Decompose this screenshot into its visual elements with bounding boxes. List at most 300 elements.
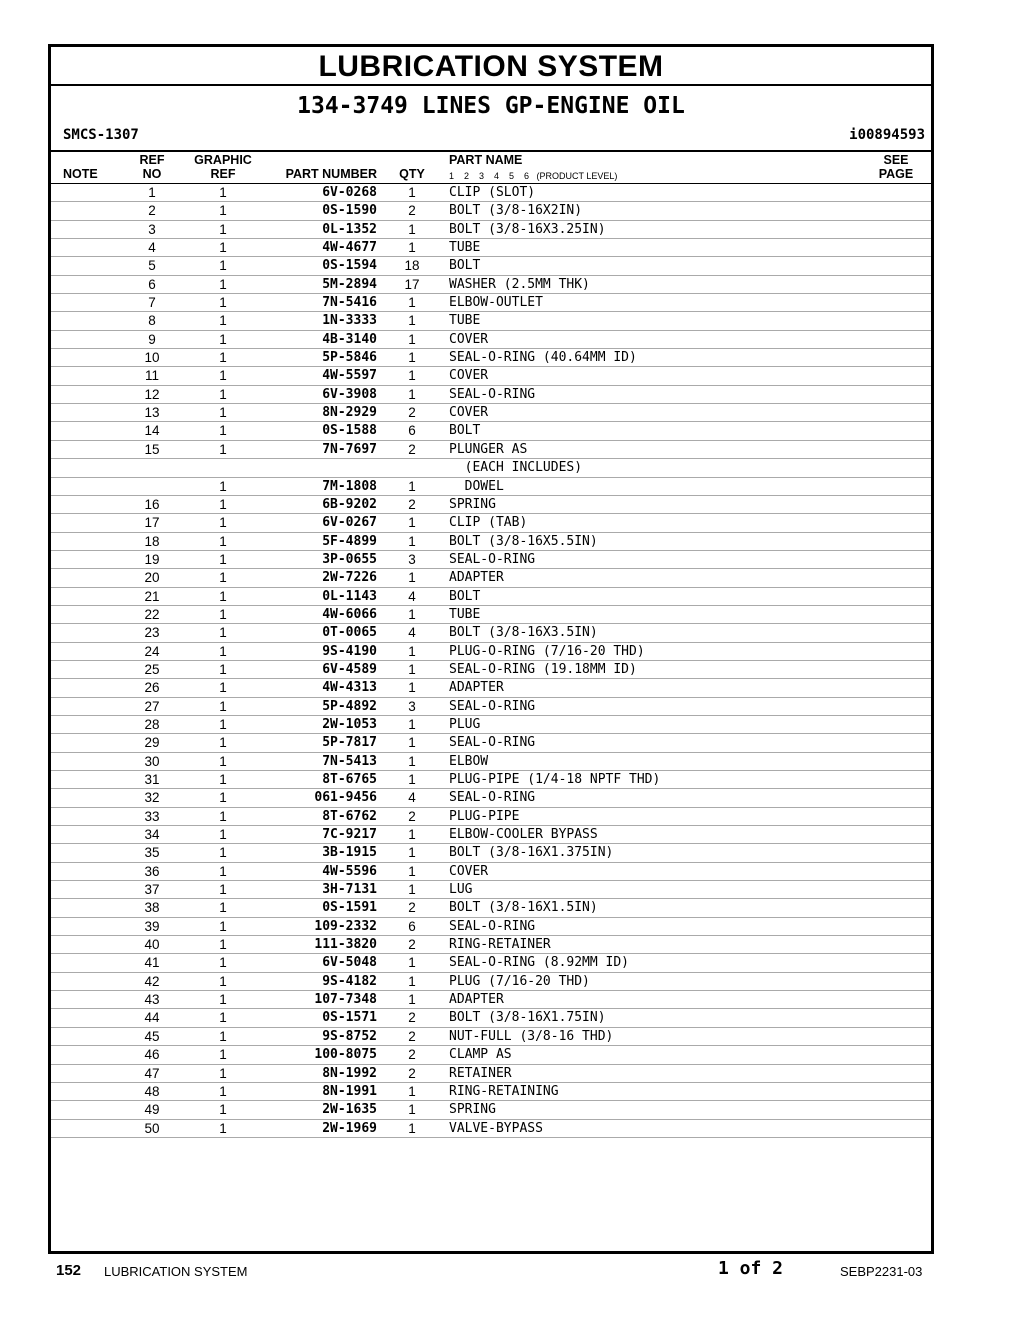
graphic-ref-cell: 1 [219, 203, 227, 219]
ref-no-cell: 36 [144, 863, 160, 879]
ref-no-cell: 20 [144, 570, 160, 586]
quantity-cell: 2 [408, 937, 416, 953]
graphic-ref-cell: 1 [219, 937, 227, 953]
part-number-cell: 5P-5846 [322, 350, 377, 366]
part-number-cell: 4W-4677 [322, 240, 377, 256]
quantity-cell: 1 [408, 661, 416, 677]
graphic-ref-cell: 1 [219, 698, 227, 714]
table-row [51, 1101, 931, 1119]
quantity-cell: 2 [408, 405, 416, 421]
quantity-cell: 4 [408, 790, 416, 806]
table-row [51, 771, 931, 789]
part-number-cell: 3H-7131 [322, 882, 377, 898]
quantity-cell: 18 [404, 258, 420, 274]
illustration-id: i00894593 [849, 127, 925, 143]
part-number-cell: 0S-1591 [322, 900, 377, 916]
graphic-ref-cell: 1 [219, 1047, 227, 1063]
quantity-cell: 1 [408, 772, 416, 787]
ref-no-cell: 15 [144, 441, 160, 457]
ref-no-cell: 42 [144, 973, 160, 989]
quantity-cell: 2 [408, 203, 416, 219]
graphic-ref-cell: 1 [219, 827, 227, 843]
table-row [51, 294, 931, 312]
col-header-qty: QTY [399, 167, 425, 181]
ref-no-cell: 26 [144, 680, 160, 696]
quantity-cell: 1 [408, 680, 416, 696]
part-name-cell: PLUG-PIPE (1/4-18 NPTF THD) [449, 772, 661, 787]
part-name-cell: BOLT [449, 588, 481, 604]
ref-no-cell: 17 [144, 515, 160, 531]
part-number-cell: 3B-1915 [322, 845, 377, 861]
ref-no-cell: 22 [144, 606, 160, 622]
graphic-ref-cell: 1 [219, 863, 227, 879]
table-row [51, 1083, 931, 1101]
ref-no-cell: 25 [144, 661, 160, 677]
quantity-cell: 1 [408, 331, 416, 347]
part-number-cell: 4W-4313 [322, 680, 377, 696]
table-row [51, 734, 931, 752]
part-number-cell: 6V-3908 [322, 386, 377, 402]
table-row [51, 221, 931, 239]
part-number-cell: 111-3820 [314, 937, 377, 953]
graphic-ref-cell: 1 [219, 992, 227, 1008]
ref-no-cell: 37 [144, 882, 160, 898]
table-row [51, 276, 931, 294]
part-name-cell: COVER [449, 368, 489, 384]
graphic-ref-cell: 1 [219, 533, 227, 549]
graphic-ref-cell: 1 [219, 1120, 227, 1136]
page-number: 152 [56, 1262, 82, 1279]
quantity-cell: 1 [408, 185, 416, 200]
part-name-cell: SPRING [449, 1102, 496, 1118]
quantity-cell: 1 [408, 863, 416, 879]
part-number-cell: 4W-5597 [322, 368, 377, 384]
graphic-ref-cell: 1 [219, 643, 227, 659]
quantity-cell: 1 [408, 606, 416, 622]
ref-no-cell: 11 [144, 368, 159, 384]
part-name-cell: BOLT [449, 423, 481, 439]
graphic-ref-cell: 1 [219, 221, 227, 237]
graphic-ref-cell: 1 [219, 478, 227, 494]
ref-no-cell: 33 [144, 808, 160, 824]
ref-no-cell: 24 [144, 643, 160, 659]
table-row [51, 826, 931, 844]
part-name-cell: WASHER (2.5MM THK) [449, 276, 590, 292]
part-name-cell: ELBOW-COOLER BYPASS [449, 827, 598, 843]
quantity-cell: 1 [408, 350, 416, 366]
quantity-cell: 1 [408, 368, 416, 384]
table-row [51, 679, 931, 697]
part-name-cell: RING-RETAINING [449, 1083, 559, 1099]
ref-no-cell: 34 [144, 827, 160, 843]
graphic-ref-cell: 1 [219, 661, 227, 677]
graphic-ref-cell: 1 [219, 625, 227, 641]
quantity-cell: 1 [408, 533, 416, 549]
table-row [51, 1120, 931, 1138]
graphic-ref-cell: 1 [219, 680, 227, 696]
part-number-cell: 5P-7817 [322, 735, 377, 751]
quantity-cell: 2 [408, 441, 416, 457]
part-number-cell: 6V-0268 [322, 185, 377, 200]
table-row [51, 367, 931, 385]
part-number-cell: 8T-6765 [322, 772, 377, 787]
part-number-cell: 4W-5596 [322, 863, 377, 879]
part-name-cell: TUBE [449, 606, 481, 622]
table-row [51, 698, 931, 716]
graphic-ref-cell: 1 [219, 790, 227, 806]
part-name-cell: SEAL-O-RING [449, 790, 536, 806]
part-name-cell: SEAL-O-RING (19.18MM ID) [449, 661, 637, 677]
ref-no-cell: 4 [148, 240, 156, 256]
part-name-cell: BOLT (3/8-16X1.75IN) [449, 1010, 606, 1026]
parts-list-frame [48, 44, 934, 1254]
part-name-cell: BOLT [449, 258, 481, 274]
table-row [51, 899, 931, 917]
quantity-cell: 1 [408, 827, 416, 843]
table-row [51, 716, 931, 734]
col-header-part-name: PART NAME [449, 153, 523, 167]
quantity-cell: 1 [408, 716, 416, 732]
table-row [51, 1009, 931, 1027]
graphic-ref-cell: 1 [219, 496, 227, 512]
ref-no-cell: 30 [144, 753, 160, 769]
part-number-cell: 5M-2894 [322, 276, 377, 292]
quantity-cell: 2 [408, 1065, 416, 1081]
graphic-ref-cell: 1 [219, 735, 227, 751]
graphic-ref-cell: 1 [219, 570, 227, 586]
part-number-cell: 0S-1571 [322, 1010, 377, 1026]
title-divider [51, 84, 931, 86]
part-number-cell: 7C-9217 [322, 827, 377, 843]
part-number-cell: 1N-3333 [322, 313, 377, 329]
graphic-ref-cell: 1 [219, 441, 227, 457]
header-divider [51, 150, 931, 152]
ref-no-cell: 3 [148, 221, 156, 237]
quantity-cell: 1 [408, 295, 416, 311]
part-number-cell: 7N-5416 [322, 295, 377, 311]
part-name-cell: DOWEL [449, 478, 504, 494]
table-row [51, 973, 931, 991]
quantity-cell: 1 [408, 753, 416, 769]
part-name-cell: PLUG [449, 716, 481, 732]
part-number-cell: 9S-4182 [322, 973, 377, 989]
quantity-cell: 1 [408, 735, 416, 751]
ref-no-cell: 27 [144, 698, 160, 714]
ref-no-cell: 12 [144, 386, 160, 402]
part-name-cell: ELBOW-OUTLET [449, 295, 543, 311]
table-row [51, 661, 931, 679]
part-name-cell: SPRING [449, 496, 496, 512]
group-subtitle: 134-3749 LINES GP-ENGINE OIL [297, 93, 685, 119]
graphic-ref-cell: 1 [219, 973, 227, 989]
part-number-cell: 4B-3140 [322, 331, 377, 347]
table-row [51, 257, 931, 275]
part-number-cell: 100-8075 [314, 1047, 377, 1063]
table-row [51, 1028, 931, 1046]
table-row [51, 349, 931, 367]
part-number-cell: 6V-4589 [322, 661, 377, 677]
ref-no-cell: 16 [144, 496, 160, 512]
graphic-ref-cell: 1 [219, 1010, 227, 1026]
quantity-cell: 1 [408, 955, 416, 971]
quantity-cell: 3 [408, 551, 416, 567]
col-header-graphic-bottom: REF [210, 167, 236, 181]
part-name-cell: PLUG-PIPE [449, 808, 520, 824]
table-row [51, 441, 931, 459]
graphic-ref-cell: 1 [219, 716, 227, 732]
part-name-cell: SEAL-O-RING [449, 918, 536, 934]
graphic-ref-cell: 1 [219, 606, 227, 622]
part-number-cell: 8N-1992 [322, 1065, 377, 1081]
col-header-see-top: SEE [883, 153, 909, 167]
part-name-cell: VALVE-BYPASS [449, 1120, 543, 1136]
ref-no-cell: 18 [144, 533, 160, 549]
graphic-ref-cell: 1 [219, 772, 227, 787]
table-row [51, 1065, 931, 1083]
part-number-cell: 109-2332 [314, 918, 377, 934]
table-row [51, 386, 931, 404]
part-number-cell: 0T-0065 [322, 625, 377, 641]
graphic-ref-cell: 1 [219, 313, 227, 329]
table-row [51, 624, 931, 642]
quantity-cell: 1 [408, 221, 416, 237]
part-name-cell: RING-RETAINER [449, 937, 551, 953]
table-row [51, 331, 931, 349]
quantity-cell: 1 [408, 1102, 416, 1118]
document-number: SEBP2231-03 [840, 1264, 923, 1279]
part-number-cell: 107-7348 [314, 992, 377, 1008]
graphic-ref-cell: 1 [219, 1083, 227, 1099]
quantity-cell: 1 [408, 973, 416, 989]
part-number-cell: 8N-2929 [322, 405, 377, 421]
quantity-cell: 1 [408, 845, 416, 861]
part-number-cell: 6V-0267 [322, 515, 377, 531]
part-number-cell: 5F-4899 [322, 533, 377, 549]
part-name-cell: ELBOW [449, 753, 489, 769]
quantity-cell: 1 [408, 992, 416, 1008]
part-number-cell: 7N-5413 [322, 753, 377, 769]
part-number-cell: 0S-1594 [322, 258, 377, 274]
quantity-cell: 1 [408, 386, 416, 402]
ref-no-cell: 31 [144, 772, 160, 787]
table-row [51, 239, 931, 257]
ref-no-cell: 50 [144, 1120, 160, 1136]
smcs-code: SMCS-1307 [63, 127, 139, 143]
ref-no-cell: 39 [144, 918, 160, 934]
table-row [51, 808, 931, 826]
graphic-ref-cell: 1 [219, 240, 227, 256]
part-number-cell: 6B-9202 [322, 496, 377, 512]
footer-section: LUBRICATION SYSTEM [104, 1264, 248, 1279]
part-number-cell: 8N-1991 [322, 1083, 377, 1099]
part-name-cell: PLUG-O-RING (7/16-20 THD) [449, 643, 645, 659]
ref-no-cell: 43 [144, 992, 160, 1008]
graphic-ref-cell: 1 [219, 588, 227, 604]
col-header-note: NOTE [63, 167, 98, 181]
ref-no-cell: 19 [144, 551, 160, 567]
page-of-indicator: 1 of 2 [718, 1258, 784, 1279]
col-header-see-bottom: PAGE [878, 167, 914, 181]
quantity-cell: 2 [408, 808, 416, 824]
graphic-ref-cell: 1 [219, 276, 227, 292]
graphic-ref-cell: 1 [219, 185, 227, 200]
table-row [51, 753, 931, 771]
part-number-cell: 2W-7226 [322, 570, 377, 586]
part-name-cell: COVER [449, 405, 489, 421]
graphic-ref-cell: 1 [219, 551, 227, 567]
part-number-cell: 2W-1635 [322, 1102, 377, 1118]
parts-table-body [51, 184, 931, 1138]
ref-no-cell: 44 [144, 1010, 160, 1026]
table-row [51, 496, 931, 514]
part-name-cell: LUG [449, 882, 473, 898]
part-name-cell: BOLT (3/8-16X2IN) [449, 203, 583, 219]
quantity-cell: 1 [408, 1120, 416, 1136]
part-name-cell: CLIP (TAB) [449, 515, 528, 531]
part-name-cell: COVER [449, 863, 489, 879]
graphic-ref-cell: 1 [219, 753, 227, 769]
ref-no-cell: 47 [144, 1065, 160, 1081]
part-name-cell: ADAPTER [449, 570, 504, 586]
ref-no-cell: 46 [144, 1047, 160, 1063]
quantity-cell: 1 [408, 570, 416, 586]
part-name-cell: BOLT (3/8-16X3.25IN) [449, 221, 606, 237]
ref-no-cell: 38 [144, 900, 160, 916]
graphic-ref-cell: 1 [219, 808, 227, 824]
part-number-cell: 7N-7697 [322, 441, 377, 457]
table-row [51, 991, 931, 1009]
quantity-cell: 1 [408, 1083, 416, 1099]
table-row [51, 533, 931, 551]
graphic-ref-cell: 1 [219, 882, 227, 898]
table-row [51, 404, 931, 422]
part-number-cell: 0S-1588 [322, 423, 377, 439]
table-row [51, 184, 931, 202]
graphic-ref-cell: 1 [219, 1102, 227, 1118]
part-name-cell: SEAL-O-RING [449, 551, 536, 567]
quantity-cell: 6 [408, 918, 416, 934]
part-name-cell: ADAPTER [449, 992, 504, 1008]
table-row [51, 312, 931, 330]
graphic-ref-cell: 1 [219, 386, 227, 402]
table-row [51, 789, 931, 807]
part-name-cell: SEAL-O-RING [449, 698, 536, 714]
ref-no-cell: 49 [144, 1102, 160, 1118]
table-row [51, 459, 931, 477]
part-number-cell: 061-9456 [314, 790, 377, 806]
graphic-ref-cell: 1 [219, 258, 227, 274]
ref-no-cell: 48 [144, 1083, 160, 1099]
table-row [51, 881, 931, 899]
quantity-cell: 2 [408, 496, 416, 512]
table-row [51, 422, 931, 440]
graphic-ref-cell: 1 [219, 350, 227, 366]
part-number-cell: 3P-0655 [322, 551, 377, 567]
part-name-cell: PLUNGER AS [449, 441, 528, 457]
part-name-cell: TUBE [449, 313, 481, 329]
ref-no-cell: 32 [144, 790, 160, 806]
ref-no-cell: 1 [148, 185, 156, 200]
part-name-cell: SEAL-O-RING [449, 735, 536, 751]
part-number-cell: 2W-1053 [322, 716, 377, 732]
quantity-cell: 1 [408, 240, 416, 256]
part-name-cell: SEAL-O-RING (8.92MM ID) [449, 955, 630, 971]
graphic-ref-cell: 1 [219, 845, 227, 861]
graphic-ref-cell: 1 [219, 955, 227, 971]
table-row [51, 514, 931, 532]
table-row [51, 478, 931, 496]
quantity-cell: 1 [408, 643, 416, 659]
graphic-ref-cell: 1 [219, 331, 227, 347]
graphic-ref-cell: 1 [219, 900, 227, 916]
table-row [51, 918, 931, 936]
part-name-cell: CLIP (SLOT) [449, 185, 536, 200]
ref-no-cell: 45 [144, 1028, 160, 1044]
part-number-cell: 9S-8752 [322, 1028, 377, 1044]
ref-no-cell: 29 [144, 735, 160, 751]
table-row [51, 606, 931, 624]
ref-no-cell: 28 [144, 716, 160, 732]
table-row [51, 1046, 931, 1064]
graphic-ref-cell: 1 [219, 295, 227, 311]
ref-no-cell: 35 [144, 845, 160, 861]
ref-no-cell: 13 [144, 405, 160, 421]
quantity-cell: 2 [408, 1028, 416, 1044]
col-header-ref-top: REF [139, 153, 165, 167]
part-name-cell: SEAL-O-RING (40.64MM ID) [449, 350, 637, 366]
ref-no-cell: 40 [144, 937, 160, 953]
part-name-cell: RETAINER [449, 1065, 512, 1081]
quantity-cell: 4 [408, 625, 416, 641]
ref-no-cell: 21 [144, 588, 160, 604]
part-number-cell: 9S-4190 [322, 643, 377, 659]
table-row [51, 844, 931, 862]
ref-no-cell: 7 [148, 295, 156, 311]
table-row [51, 936, 931, 954]
part-name-cell: PLUG (7/16-20 THD) [449, 973, 590, 989]
ref-no-cell: 14 [144, 423, 160, 439]
table-row [51, 202, 931, 220]
ref-no-cell: 6 [148, 276, 156, 292]
part-name-cell: (EACH INCLUDES) [449, 460, 583, 476]
col-header-product-level: 1 2 3 4 5 6 (PRODUCT LEVEL) [449, 171, 618, 181]
part-name-cell: ADAPTER [449, 680, 504, 696]
quantity-cell: 6 [408, 423, 416, 439]
ref-no-cell: 9 [148, 331, 156, 347]
part-number-cell: 8T-6762 [322, 808, 377, 824]
graphic-ref-cell: 1 [219, 515, 227, 531]
part-name-cell: TUBE [449, 240, 481, 256]
table-row [51, 588, 931, 606]
table-row [51, 863, 931, 881]
part-name-cell: BOLT (3/8-16X1.5IN) [449, 900, 598, 916]
ref-no-cell: 23 [144, 625, 160, 641]
quantity-cell: 1 [408, 515, 416, 531]
graphic-ref-cell: 1 [219, 1065, 227, 1081]
table-row [51, 551, 931, 569]
quantity-cell: 2 [408, 1010, 416, 1026]
ref-no-cell: 8 [148, 313, 156, 329]
graphic-ref-cell: 1 [219, 368, 227, 384]
table-row [51, 954, 931, 972]
graphic-ref-cell: 1 [219, 918, 227, 934]
part-name-cell: NUT-FULL (3/8-16 THD) [449, 1028, 614, 1044]
part-name-cell: SEAL-O-RING [449, 386, 536, 402]
part-number-cell: 2W-1969 [322, 1120, 377, 1136]
part-number-cell: 0S-1590 [322, 203, 377, 219]
part-number-cell: 0L-1352 [322, 221, 377, 237]
ref-no-cell: 5 [148, 258, 156, 274]
